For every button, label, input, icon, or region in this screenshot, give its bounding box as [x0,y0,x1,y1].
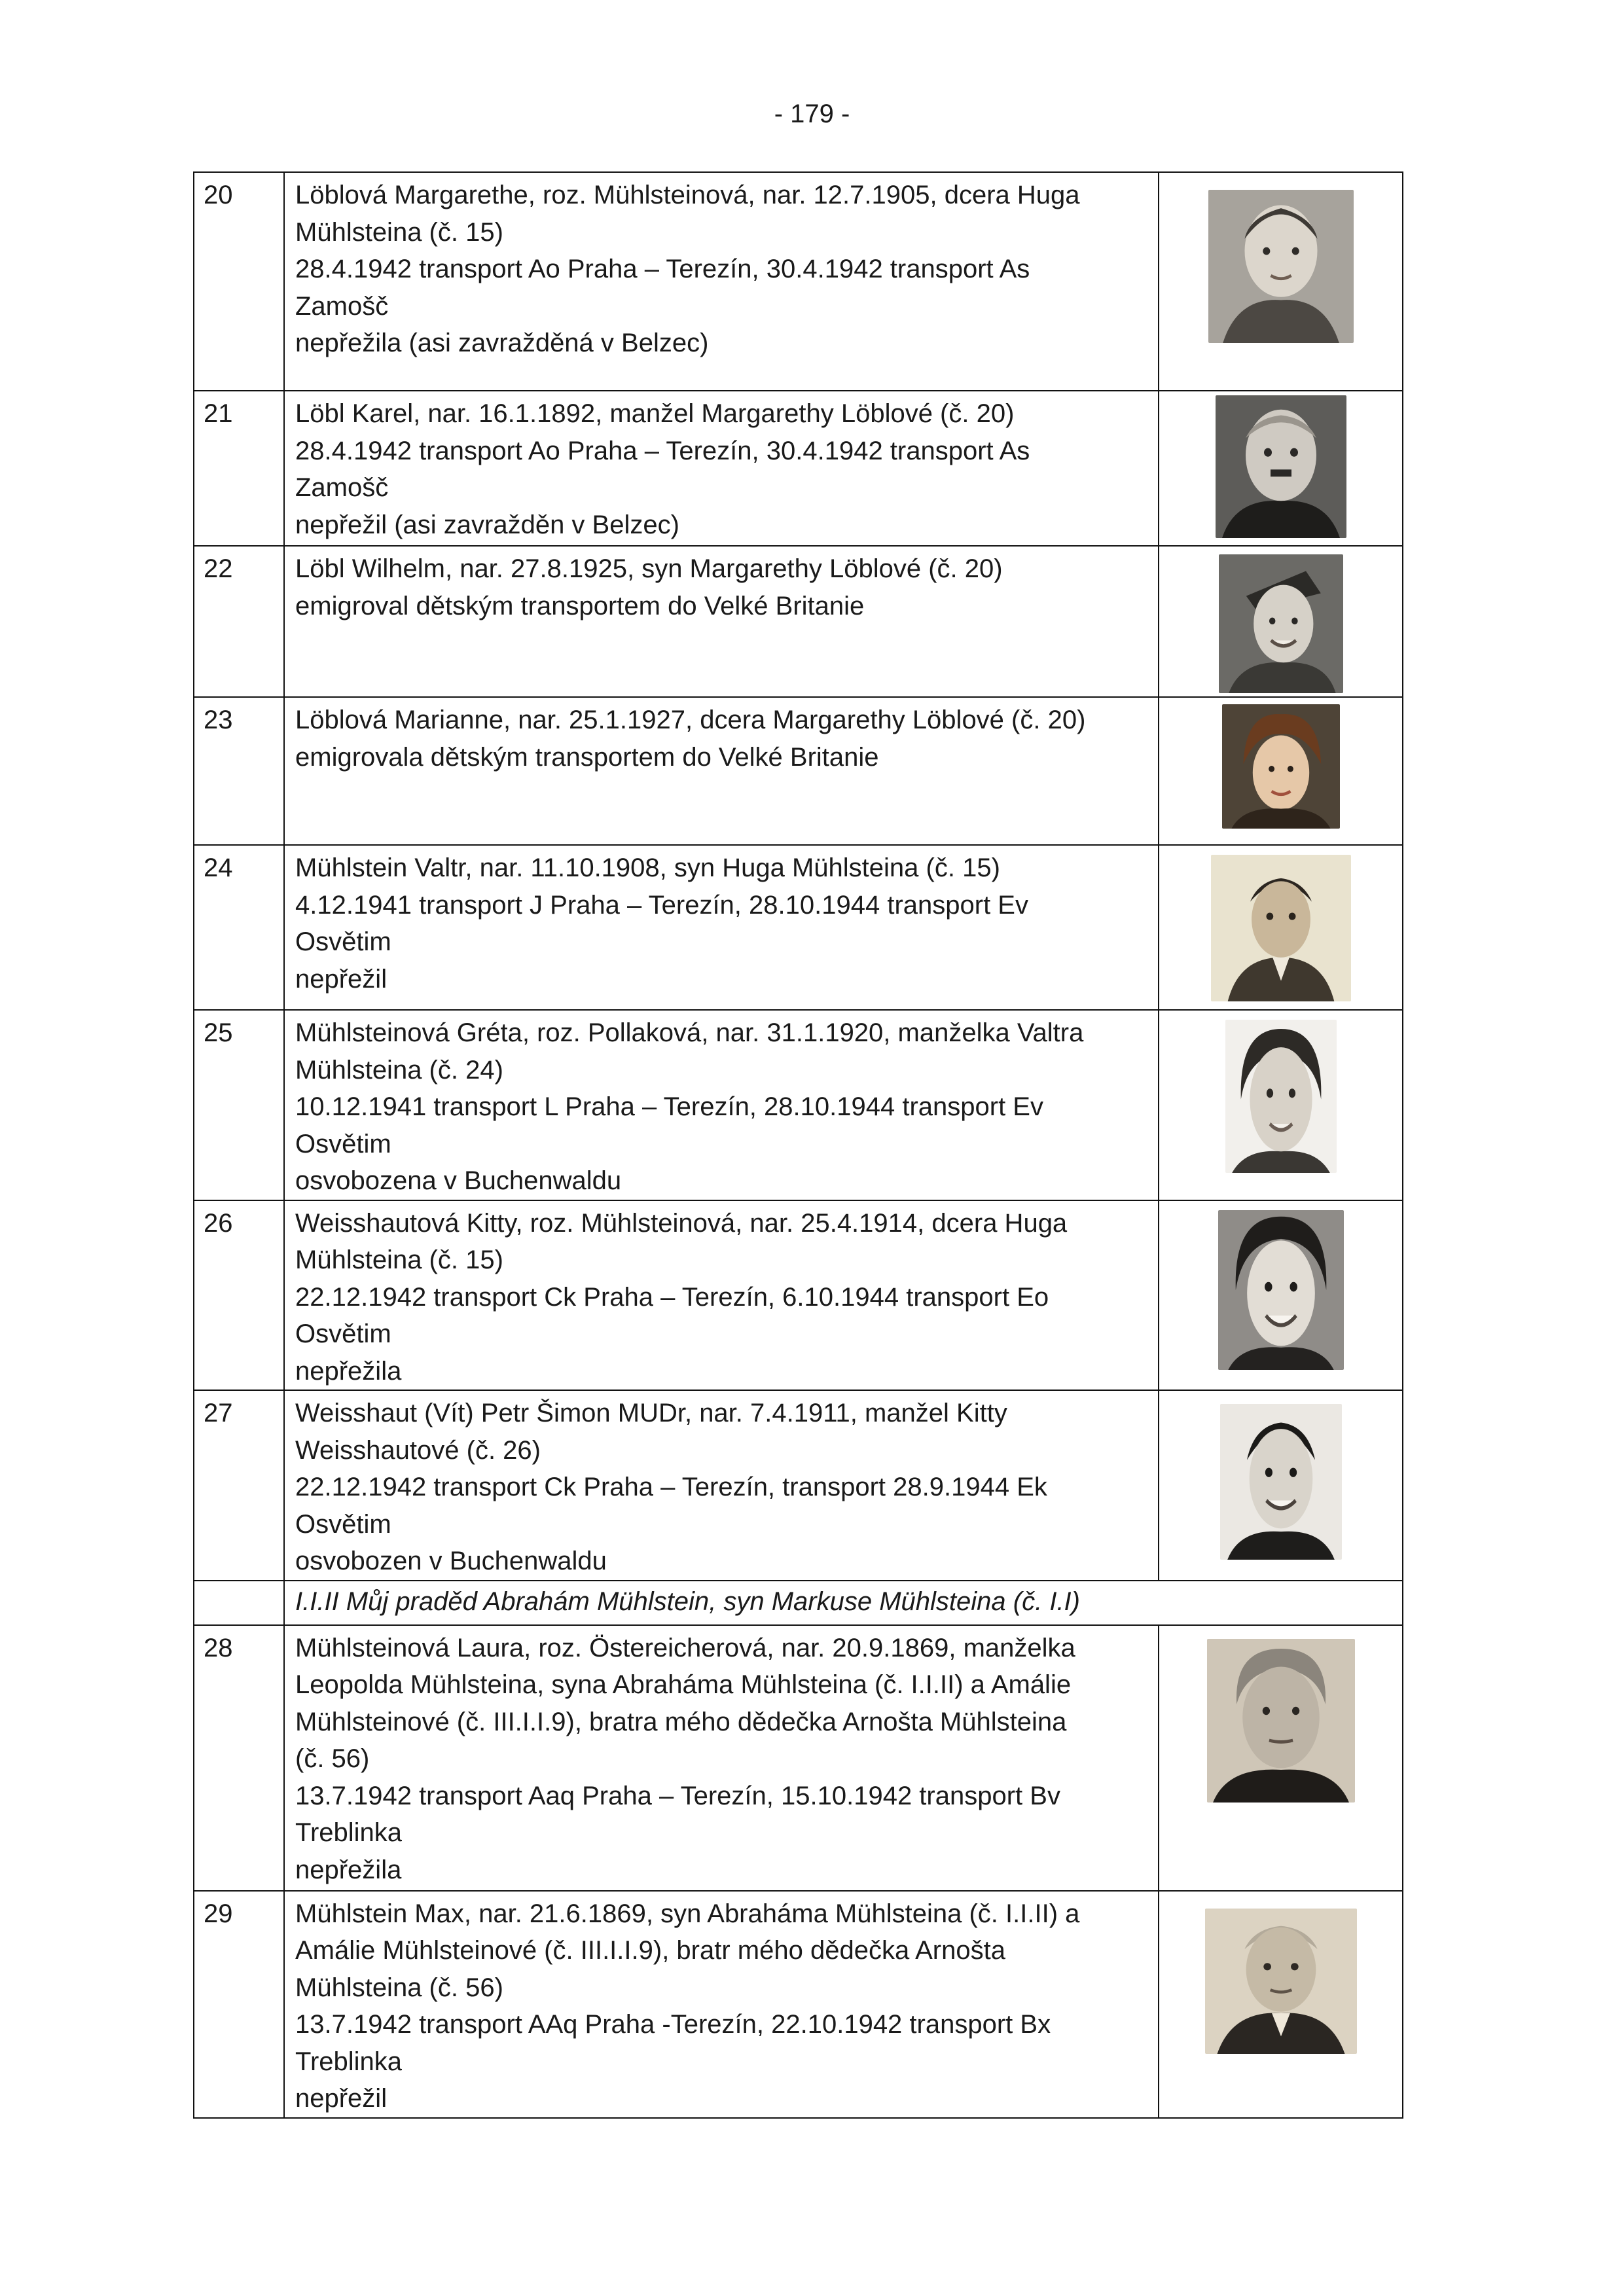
entry-text [284,845,1159,1010]
entry-text [284,1200,1159,1391]
entry-line: (č. 56) [295,1744,370,1773]
photo-cell [1159,845,1403,1010]
entry-line: Löbl Wilhelm, nar. 27.8.1925, syn Margarethy Löblové (č. 20) [295,554,1003,583]
photo-cell [1159,697,1403,845]
entry-line: Mühlstein Valtr, nar. 11.10.1908, syn Huga Mühlsteina (č. 15) [295,853,1000,882]
entry-line: Mühlstein Max, nar. 21.6.1869, syn Abraháma Mühlsteina (č. I.I.II) a [295,1899,1080,1928]
entry-line: Löblová Marianne, nar. 25.1.1927, dcera Margarethy Löblové (č. 20) [295,706,1086,734]
entry-line: nepřežila [295,1855,402,1884]
entry-line: Osvětim [295,1509,391,1539]
entry-line: Mühlsteinová Gréta, roz. Pollaková, nar. 31.1.1920, manželka Valtra [295,1018,1084,1047]
entry-line: Osvětim [295,1319,391,1348]
portrait-photo [1207,1639,1355,1803]
entry-text [284,172,1159,391]
entry-line: Löbl Karel, nar. 16.1.1892, manžel Margarethy Löblové (č. 20) [295,399,1015,428]
entry-line: Zamošč [295,291,389,321]
photo-cell [1159,1891,1403,2118]
table-row [194,1390,1403,1581]
portrait-photo [1219,554,1343,693]
entry-line: nepřežila (asi zavražděná v Belzec) [295,329,709,357]
table-row [194,1891,1403,2118]
portrait-photo [1208,190,1354,343]
table-row [194,172,1403,391]
entry-line: 13.7.1942 transport AAq Praha -Terezín, 22.10.1942 transport Bx [295,2010,1051,2039]
page-number: - 179 - [774,99,850,128]
entry-number: 25 [194,1010,284,1200]
entry-text [284,1010,1159,1200]
entry-line: Mühlsteinová Laura, roz. Östereicherová, nar. 20.9.1869, manželka [295,1633,1075,1662]
entry-line: 28.4.1942 transport Ao Praha – Terezín, 30.4.1942 transport As [295,436,1030,465]
entry-line: Löblová Margarethe, roz. Mühlsteinová, nar. 12.7.1905, dcera Huga [295,181,1080,209]
photo-cell [1159,172,1403,391]
entry-line: Mühlsteina (č. 15) [295,217,503,247]
entry-line: Weisshautové (č. 26) [295,1435,541,1465]
entry-line: Treblinka [295,1818,403,1847]
entry-line: Mühlsteinové (č. III.I.I.9), bratra mého dědečka Arnošta Mühlsteina [295,1707,1067,1736]
entry-text [284,1390,1159,1581]
portrait-photo [1211,855,1351,1001]
entry-text [284,697,1159,845]
section-heading: I.I.II Můj praděd Abrahám Mühlstein, syn Markuse Mühlsteina (č. I.I) [284,1581,1403,1625]
entry-line: nepřežila [295,1356,402,1386]
entry-number: 24 [194,845,284,1010]
entry-number: 27 [194,1390,284,1581]
entry-text [284,391,1159,546]
entry-text [284,1625,1159,1891]
entry-line: Weisshaut (Vít) Petr Šimon MUDr, nar. 7.4.1911, manžel Kitty [295,1399,1007,1427]
entry-line: Leopolda Mühlsteina, syna Abraháma Mühlsteina (č. I.I.II) a Amálie [295,1670,1072,1699]
table-row [194,391,1403,546]
entry-line: nepřežil (asi zavražděn v Belzec) [295,510,679,539]
entry-number: 23 [194,697,284,845]
table-row [194,1625,1403,1891]
entry-line: 22.12.1942 transport Ck Praha – Terezín, 6.10.1944 transport Eo [295,1282,1049,1312]
portrait-photo [1205,1909,1357,2054]
table-row [194,845,1403,1010]
entry-line: 28.4.1942 transport Ao Praha – Terezín, 30.4.1942 transport As [295,255,1030,283]
photo-cell [1159,1390,1403,1581]
entry-line: emigroval dětským transportem do Velké Britanie [295,591,865,620]
entry-text [284,1891,1159,2118]
entry-text [284,546,1159,697]
entry-line: 4.12.1941 transport J Praha – Terezín, 28.10.1944 transport Ev [295,890,1028,920]
register-table [193,171,1403,2119]
portrait-photo [1218,1210,1344,1370]
entry-line: 22.12.1942 transport Ck Praha – Terezín, transport 28.9.1944 Ek [295,1473,1047,1501]
entry-line: Mühlsteina (č. 56) [295,1973,503,2002]
entry-line: emigrovala dětským transportem do Velké Britanie [295,742,879,772]
entry-line: nepřežil [295,964,388,994]
entry-line: Amálie Mühlsteinové (č. III.I.I.9), bratr mého dědečka Arnošta [295,1936,1005,1965]
entry-line: osvobozen v Buchenwaldu [295,1547,607,1575]
entry-number: 21 [194,391,284,546]
photo-cell [1159,546,1403,697]
entry-line: Treblinka [295,2047,403,2076]
entry-number: 28 [194,1625,284,1891]
entry-line: Zamošč [295,473,389,502]
photo-cell [1159,391,1403,546]
entry-line: nepřežil [295,2084,388,2113]
entry-line: osvobozena v Buchenwaldu [295,1166,622,1195]
entry-number: 26 [194,1200,284,1391]
portrait-photo [1216,395,1346,538]
entry-line: Osvětim [295,1129,391,1158]
portrait-photo [1222,704,1340,829]
entry-line: Mühlsteina (č. 15) [295,1246,503,1274]
entry-line: Osvětim [295,927,391,956]
photo-cell [1159,1010,1403,1200]
entry-line: Weisshautová Kitty, roz. Mühlsteinová, nar. 25.4.1914, dcera Huga [295,1208,1068,1238]
entry-number: 20 [194,172,284,391]
entry-number: 29 [194,1891,284,2118]
table-row [194,1200,1403,1391]
section-number-cell [194,1581,284,1625]
portrait-photo [1220,1404,1342,1560]
photo-cell [1159,1625,1403,1891]
entry-line: 10.12.1941 transport L Praha – Terezín, 28.10.1944 transport Ev [295,1092,1043,1121]
portrait-photo [1225,1020,1337,1173]
table-row [194,546,1403,697]
entry-line: 13.7.1942 transport Aaq Praha – Terezín, 15.10.1942 transport Bv [295,1781,1060,1810]
table-row [194,697,1403,845]
section-row [194,1581,1403,1625]
photo-cell [1159,1200,1403,1391]
entry-line: Mühlsteina (č. 24) [295,1055,503,1085]
table-row [194,1010,1403,1200]
entry-number: 22 [194,546,284,697]
